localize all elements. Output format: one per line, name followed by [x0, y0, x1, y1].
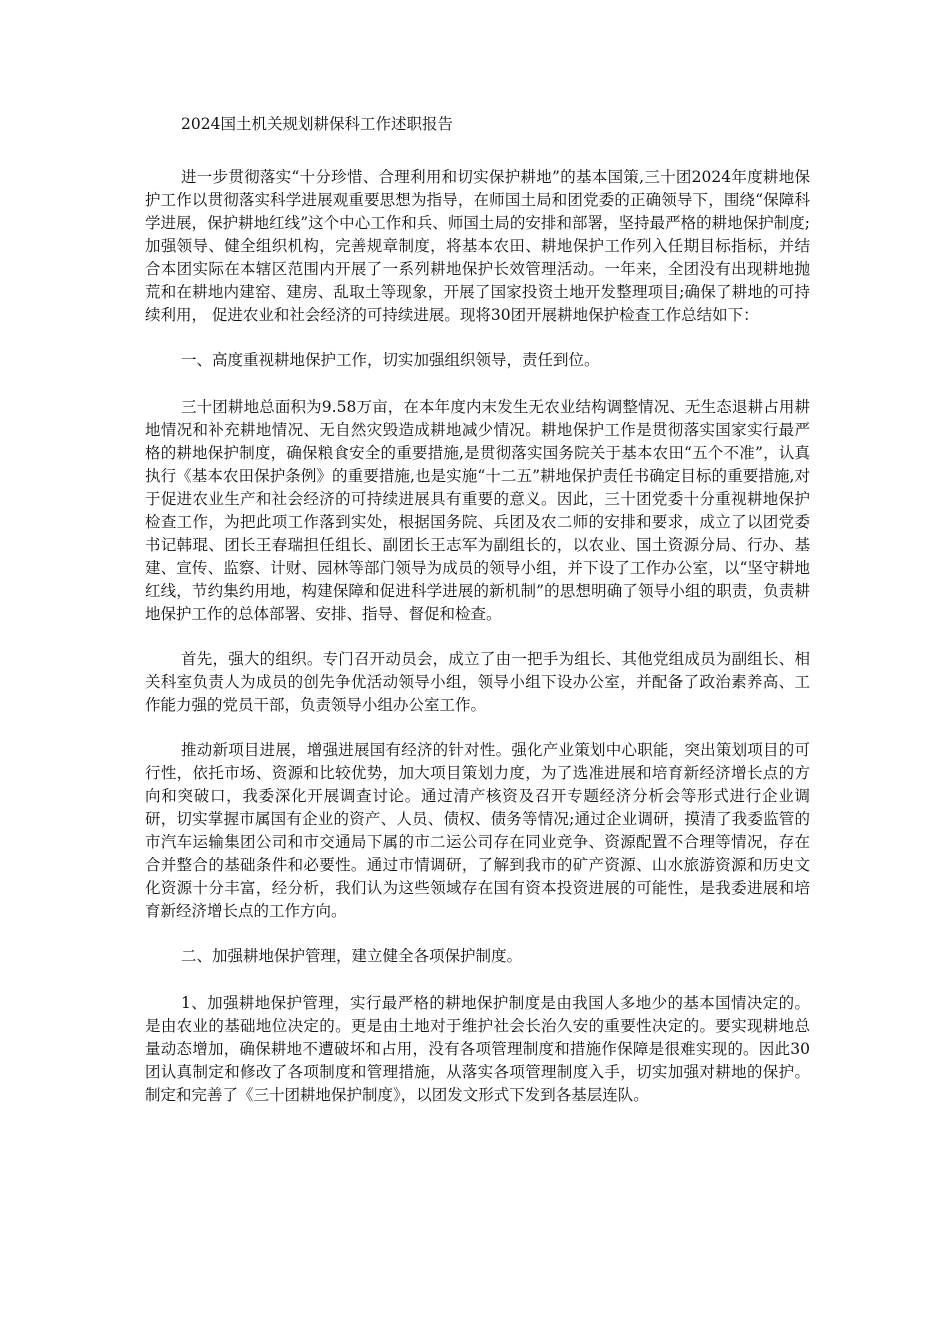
document-title: 2024国土机关规划耕保科工作述职报告 — [181, 115, 453, 133]
section-heading-1: 一、高度重视耕地保护工作，切实加强组织领导，责任到位。 — [181, 351, 600, 369]
paragraph-organization: 首先，强大的组织。专门召开动员会，成立了由一把手为组长、其他党组成员为副组长、相关科室负责人为成员的创先争优活动领导小组，领导小组下设办公室，并配备了政治素养高、工作能力强的党员干部，负责领导小组办公室工作。 — [145, 650, 810, 714]
section-heading-2: 二、加强耕地保护管理，建立健全各项保护制度。 — [181, 947, 523, 965]
paragraph-management: 1、加强耕地保护管理，实行最严格的耕地保护制度是由我国人多地少的基本国情决定的。是由农业的基础地位决定的。更是由土地对于维护社会长治久安的重要性决定的。要实现耕地总量动态增加，确保耕地不遭破坏和占用，没有各项管理制度和措施作保障是很难实现的。因此30团认真制定和修改了各项制度和管理措施，从落实各项管理制度入手，切实加强对耕地的保护。制定和完善了《三十团耕地保护制度》，以团发文形式下发到各基层连队。 — [145, 994, 810, 1104]
paragraph-new-projects: 推动新项目进展，增强进展国有经济的针对性。强化产业策划中心职能，突出策划项目的可行性，依托市场、资源和比较优势，加大项目策划力度，为了选准进展和培育新经济增长点的方向和突破口，我委深化开展调查讨论。通过清产核资及召开专题经济分析会等形式进行企业调研，切实掌握市属国有企业的资产、人员、债权、债务等情况;通过企业调研，摸清了我委监管的市汽车运输集团公司和市交通局下属的市二运公司存在同业竞争、资源配置不合理等情况，存在合并整合的基础条件和必要性。通过市情调研，了解到我市的矿产资源、山水旅游资源和历史文化资源十分丰富，经分析，我们认为这些领域存在国有资本投资进展的可能性，是我委进展和培育新经济增长点的工作方向。 — [145, 741, 810, 920]
document-page — [145, 112, 810, 1129]
paragraph-intro: 进一步贯彻落实“十分珍惜、合理利用和切实保护耕地”的基本国策,三十团2024年度耕地保护工作以贯彻落实科学进展观重要思想为指导，在师国土局和团党委的正确领导下，围绕“保障科学进展，保护耕地红线”这个中心工作和兵、师国土局的安排和部署，坚持最严格的耕地保护制度;加强领导、健全组织机构，完善规章制度，将基本农田、耕地保护工作列入任期目标指标，并结合本团实际在本辖区范围内开展了一系列耕地保护长效管理活动。一年来，全团没有出现耕地抛荒和在耕地内建窑、建房、乱取土等现象，开展了国家投资土地开发整理项目;确保了耕地的可持续利用， 促进农业和社会经济的可持续进展。现将30团开展耕地保护检查工作总结如下： — [145, 168, 810, 324]
paragraph-farmland-area: 三十团耕地总面积为9.58万亩，在本年度内末发生无农业结构调整情况、无生态退耕占用耕地情况和补充耕地情况、无自然灾毁造成耕地减少情况。耕地保护工作是贯彻落实国家实行最严格的耕地保护制度，确保粮食安全的重要措施,是贯彻落实国务院关于基本农田“五个不准”，认真执行《基本农田保护条例》的重要措施,也是实施“十二五”耕地保护责任书确定目标的重要措施,对于促进农业生产和社会经济的可持续进展具有重要的意义。因此，三十团党委十分重视耕地保护检查工作，为把此项工作落到实处，根据国务院、兵团及农二师的安排和要求，成立了以团党委书记韩琨、团长王春瑞担任组长、副团长王志军为副组长的，以农业、国土资源分局、行办、基建、宣传、监察、计财、园林等部门领导为成员的领导小组，并下设了工作办公室，以“坚守耕地红线，节约集约用地，构建保障和促进科学进展的新机制”的思想明确了领导小组的职责，负责耕地保护工作的总体部署、安排、指导、督促和检查。 — [145, 398, 810, 623]
